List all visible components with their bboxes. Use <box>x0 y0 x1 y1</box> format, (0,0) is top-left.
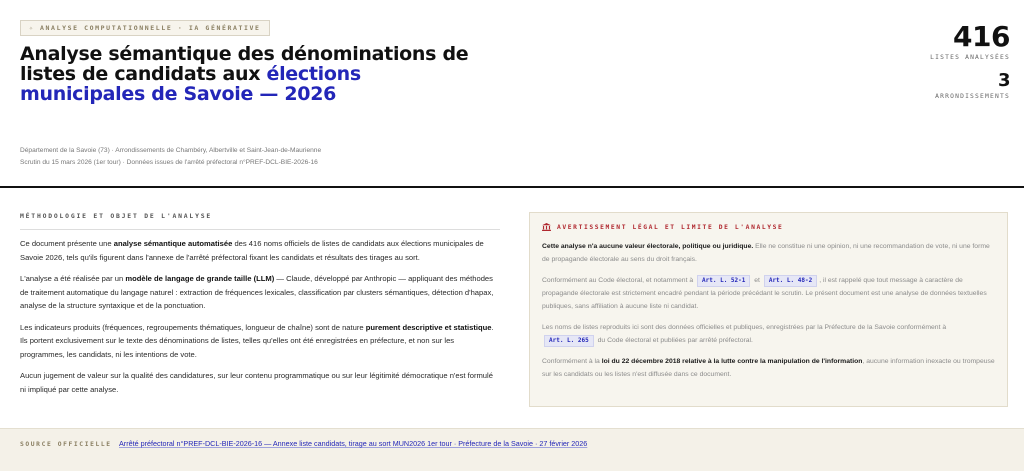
warning-paragraph <box>542 355 995 381</box>
text-span: Elle ne constitue ni une opinion, ni une recommandation de vote, ni une forme de propagande électorale au sens du droit français. <box>542 243 990 263</box>
text-span: L'analyse a été réalisée par un <box>20 274 126 283</box>
text-span: , aucune information inexacte ou trompeuse sur les candidats ou les listes n'est diffusée dans ce document. <box>542 358 995 378</box>
warning-title-text: AVERTISSEMENT LÉGAL ET LIMITE DE L'ANALYSE <box>557 223 784 231</box>
page-meta <box>20 145 321 169</box>
text-span: . Ils portent exclusivement sur le texte des dénominations de listes, telles qu'elles ont été enregistrées en préfecture, et non sur les programmes, les candidats, ni les intentions de vote. <box>20 322 494 359</box>
law-article-badge: Art. L. 48-2 <box>764 275 817 287</box>
emphasis: modèle de langage de grande taille (LLM) <box>125 274 275 283</box>
methodology-paragraph: Aucun jugement de valeur sur la qualité des candidatures, sur leur contenu programmatique ou sur leur légitimité démocratique n'est formulé ni impliqué par cette analyse. <box>20 371 493 394</box>
emphasis: analyse sémantique automatisée <box>113 239 233 248</box>
stat-arrondissements <box>930 71 1010 100</box>
source-link[interactable]: Arrêté préfectoral n°PREF-DCL-BIE-2026-16 — Annexe liste candidats, tirage au sort MUN2026 1er tour · Préfecture de la Savoie · 27 février 2026 <box>119 439 588 448</box>
warning-title <box>542 223 995 231</box>
methodology-paragraph <box>20 272 500 313</box>
text-span: — Claude, développé par Anthropic — appliquant des méthodes de traitement automatique du langage naturel : extraction de fréquences lexicales, classification par clusters sémantiques, détection d'hapax, analyse de la structure syntaxique et de la ponctuation. <box>20 274 494 310</box>
title-highlight: élections municipales de Savoie — 2026 <box>20 63 361 105</box>
stat-lists-value: 416 <box>953 20 1010 53</box>
text-span: des 416 noms officiels de listes de candidats aux élections municipales de Savoie 2026, tels qu'ils figurent dans l'annexe de l'arrêté préfectoral fixant les candidats et résultats des tirages au sort. <box>20 239 484 262</box>
methodology-paragraph <box>20 321 500 362</box>
title-main: Analyse sémantique des dénominations de listes de candidats aux <box>20 43 469 85</box>
warning-paragraph <box>542 274 995 313</box>
courthouse-icon <box>542 223 551 231</box>
text-span: Les indicateurs produits (fréquences, regroupements thématiques, longueur de chaîne) sont de nature <box>20 322 366 332</box>
emphasis: Cette analyse n'a aucune valeur électorale, politique ou juridique. <box>542 243 754 250</box>
warning-paragraph <box>542 240 995 266</box>
law-article-badge: Art. L. 265 <box>544 335 594 347</box>
meta-line-scrutin: Scrutin du 15 mars 2026 (1er tour) · Données issues de l'arrêté préfectoral n°PREF-DCL-BIE-2026-16 <box>20 159 318 166</box>
category-tag: ✧ ANALYSE COMPUTATIONNELLE · IA GÉNÉRATIVE <box>20 20 270 36</box>
stat-lists <box>930 22 1010 61</box>
text-span: du Code électoral et publiées par arrêté préfectoral. <box>595 337 753 344</box>
text-span: et <box>752 277 762 284</box>
methodology-text <box>20 237 500 404</box>
methodology-rule <box>20 229 500 230</box>
text-span: , il est rappelé que tout message à caractère de propagande électorale est strictement encadré pendant la période précédant le scrutin. Le présent document est une analyse de données textuelles publiques, sans affiliation à aucune liste ni candidat. <box>542 277 987 310</box>
law-article-badge: Art. L. 52-1 <box>697 275 750 287</box>
source-label: SOURCE OFFICIELLE <box>20 441 112 448</box>
main-content <box>0 188 1024 428</box>
stat-lists-label: LISTES ANALYSÉES <box>930 54 1010 61</box>
methodology-paragraph <box>20 237 500 264</box>
text-span: Conformément à la <box>542 358 602 365</box>
stat-arrondissements-label: ARRONDISSEMENTS <box>935 93 1010 100</box>
text-span: Les noms de listes reproduits ici sont des données officielles et publiques, enregistrées par la Préfecture de la Savoie conformément à <box>542 324 947 331</box>
stats-panel <box>930 22 1010 100</box>
text-span: Ce document présente une <box>20 239 114 248</box>
page-header <box>0 0 1024 186</box>
emphasis: purement descriptive et statistique <box>365 322 492 332</box>
text-span: Conformément au Code électoral, et notamment à <box>542 277 696 284</box>
methodology-title: MÉTHODOLOGIE ET OBJET DE L'ANALYSE <box>20 212 213 220</box>
legal-warning-panel <box>529 212 1008 407</box>
source-footer <box>0 428 1024 471</box>
emphasis: loi du 22 décembre 2018 relative à la lutte contre la manipulation de l'information <box>601 358 863 365</box>
page-title <box>20 44 490 104</box>
stat-arrondissements-value: 3 <box>997 70 1010 91</box>
meta-line-department: Département de la Savoie (73) · Arrondissements de Chambéry, Albertville et Saint-Jean-de-Maurienne <box>20 147 322 154</box>
warning-paragraph <box>542 321 995 347</box>
